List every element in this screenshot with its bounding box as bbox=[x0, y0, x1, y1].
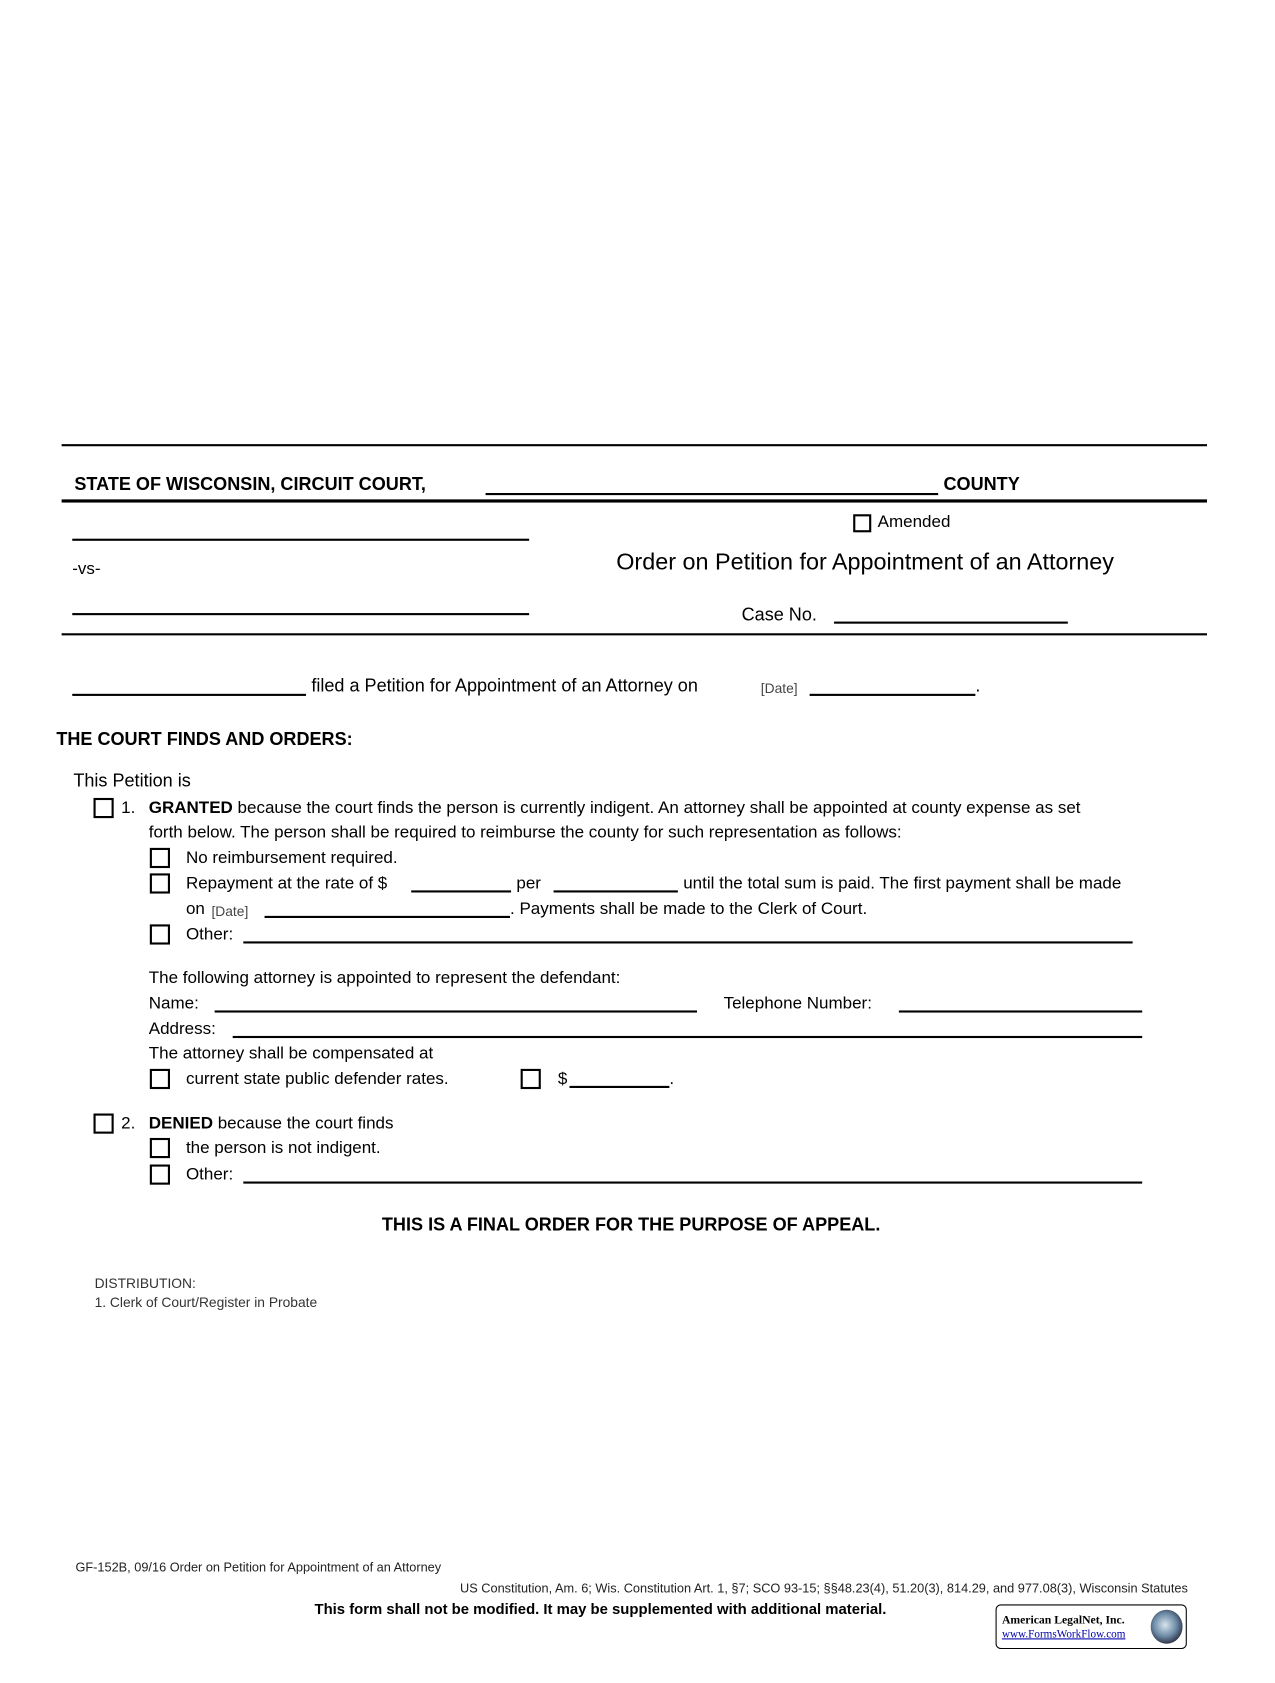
public-defender-rates-checkbox[interactable] bbox=[150, 1069, 170, 1089]
header-bottom-rule bbox=[62, 633, 1207, 635]
section-heading: THE COURT FINDS AND ORDERS: bbox=[56, 728, 353, 750]
compensation-intro: The attorney shall be compensated at bbox=[148, 1044, 434, 1063]
granted-other-field[interactable] bbox=[243, 941, 1132, 943]
attorney-intro: The following attorney is appointed to represent the defendant: bbox=[148, 969, 621, 988]
public-defender-rates-label: current state public defender rates. bbox=[185, 1069, 449, 1088]
not-indigent-label: the person is not indigent. bbox=[185, 1139, 381, 1158]
no-reimbursement-checkbox[interactable] bbox=[150, 848, 170, 868]
denied-label: DENIED bbox=[148, 1114, 213, 1133]
address-field[interactable] bbox=[233, 1036, 1143, 1038]
court-label: STATE OF WISCONSIN, CIRCUIT COURT, bbox=[74, 473, 426, 495]
granted-other-label: Other: bbox=[185, 925, 234, 944]
attorney-name-field[interactable] bbox=[215, 1010, 697, 1012]
filed-date-hint: [Date] bbox=[760, 680, 798, 696]
denied-text bbox=[149, 1115, 394, 1134]
top-rule bbox=[62, 444, 1207, 446]
repayment-amount-field[interactable] bbox=[411, 890, 511, 892]
repayment-per-label: per bbox=[516, 874, 541, 893]
final-order-notice: THIS IS A FINAL ORDER FOR THE PURPOSE OF APPEAL. bbox=[381, 1214, 881, 1235]
first-payment-date-field[interactable] bbox=[265, 916, 510, 918]
plaintiff-field[interactable] bbox=[72, 539, 529, 541]
address-label: Address: bbox=[148, 1020, 216, 1039]
logo-name: American LegalNet, Inc. bbox=[1001, 1613, 1125, 1627]
repayment-on-label: on bbox=[185, 899, 205, 918]
repayment-label: Repayment at the rate of $ bbox=[185, 874, 388, 893]
custom-rate-field[interactable] bbox=[570, 1086, 670, 1088]
distribution-heading: DISTRIBUTION: bbox=[94, 1275, 196, 1291]
petitioner-field[interactable] bbox=[72, 694, 306, 696]
county-field[interactable] bbox=[486, 493, 939, 495]
granted-checkbox[interactable] bbox=[94, 798, 114, 818]
denied-number: 2. bbox=[121, 1114, 136, 1133]
granted-number: 1. bbox=[121, 799, 136, 818]
case-no-label: Case No. bbox=[741, 604, 817, 625]
denied-checkbox[interactable] bbox=[94, 1114, 114, 1134]
granted-other-checkbox[interactable] bbox=[150, 924, 170, 944]
attorney-name-label: Name: bbox=[148, 994, 199, 1013]
dollar-sign: $ bbox=[557, 1069, 568, 1088]
modification-notice: This form shall not be modified. It may be supplemented with additional material. bbox=[314, 1600, 887, 1618]
filed-text: filed a Petition for Appointment of an Attorney on bbox=[311, 675, 698, 696]
globe-icon bbox=[1151, 1610, 1183, 1644]
granted-text-1: because the court finds the person is currently indigent. An attorney shall be appointed at county expense as set bbox=[237, 799, 1081, 818]
denied-other-checkbox[interactable] bbox=[150, 1165, 170, 1185]
repayment-text-b: until the total sum is paid. The first payment shall be made bbox=[683, 874, 1122, 893]
amended-checkbox[interactable] bbox=[853, 514, 871, 532]
repayment-date-hint: [Date] bbox=[211, 903, 249, 920]
page-title: Order on Petition for Appointment of an Attorney bbox=[616, 548, 1114, 575]
vs-label: -vs- bbox=[72, 559, 101, 578]
logo-url[interactable]: www.FormsWorkFlow.com bbox=[1001, 1628, 1126, 1641]
telephone-label: Telephone Number: bbox=[723, 994, 872, 1013]
case-no-field[interactable] bbox=[834, 622, 1068, 624]
denied-reason: because the court finds bbox=[217, 1114, 394, 1133]
filed-period: . bbox=[975, 675, 981, 696]
defendant-field[interactable] bbox=[72, 613, 529, 615]
distribution-item: 1. Clerk of Court/Register in Probate bbox=[94, 1294, 318, 1311]
repayment-period-field[interactable] bbox=[554, 890, 678, 892]
telephone-field[interactable] bbox=[899, 1010, 1142, 1012]
header-rule bbox=[62, 499, 1207, 502]
not-indigent-checkbox[interactable] bbox=[150, 1138, 170, 1158]
filed-date-field[interactable] bbox=[810, 694, 976, 696]
denied-other-field[interactable] bbox=[243, 1182, 1142, 1184]
petition-intro: This Petition is bbox=[73, 770, 191, 791]
repayment-text-c: . Payments shall be made to the Clerk of Court. bbox=[510, 899, 868, 918]
county-label: COUNTY bbox=[943, 473, 1020, 495]
american-legalnet-logo[interactable] bbox=[996, 1604, 1187, 1649]
form-id: GF-152B, 09/16 Order on Petition for Appointment of an Attorney bbox=[75, 1559, 442, 1575]
custom-rate-checkbox[interactable] bbox=[521, 1069, 541, 1089]
no-reimbursement-label: No reimbursement required. bbox=[185, 848, 398, 867]
statutes: US Constitution, Am. 6; Wis. Constitution Art. 1, §7; SCO 93-15; §§48.23(4), 51.20(3), 814.29, and 977.08(3), Wisconsin Statutes bbox=[460, 1581, 1188, 1596]
repayment-checkbox[interactable] bbox=[150, 873, 170, 893]
custom-rate-period: . bbox=[669, 1069, 675, 1088]
granted-label: GRANTED bbox=[148, 799, 233, 818]
granted-text-2: forth below. The person shall be required to reimburse the county for such representation as follows: bbox=[148, 823, 902, 842]
denied-other-label: Other: bbox=[185, 1165, 234, 1184]
granted-text bbox=[149, 799, 1081, 818]
amended-label: Amended bbox=[877, 513, 951, 532]
